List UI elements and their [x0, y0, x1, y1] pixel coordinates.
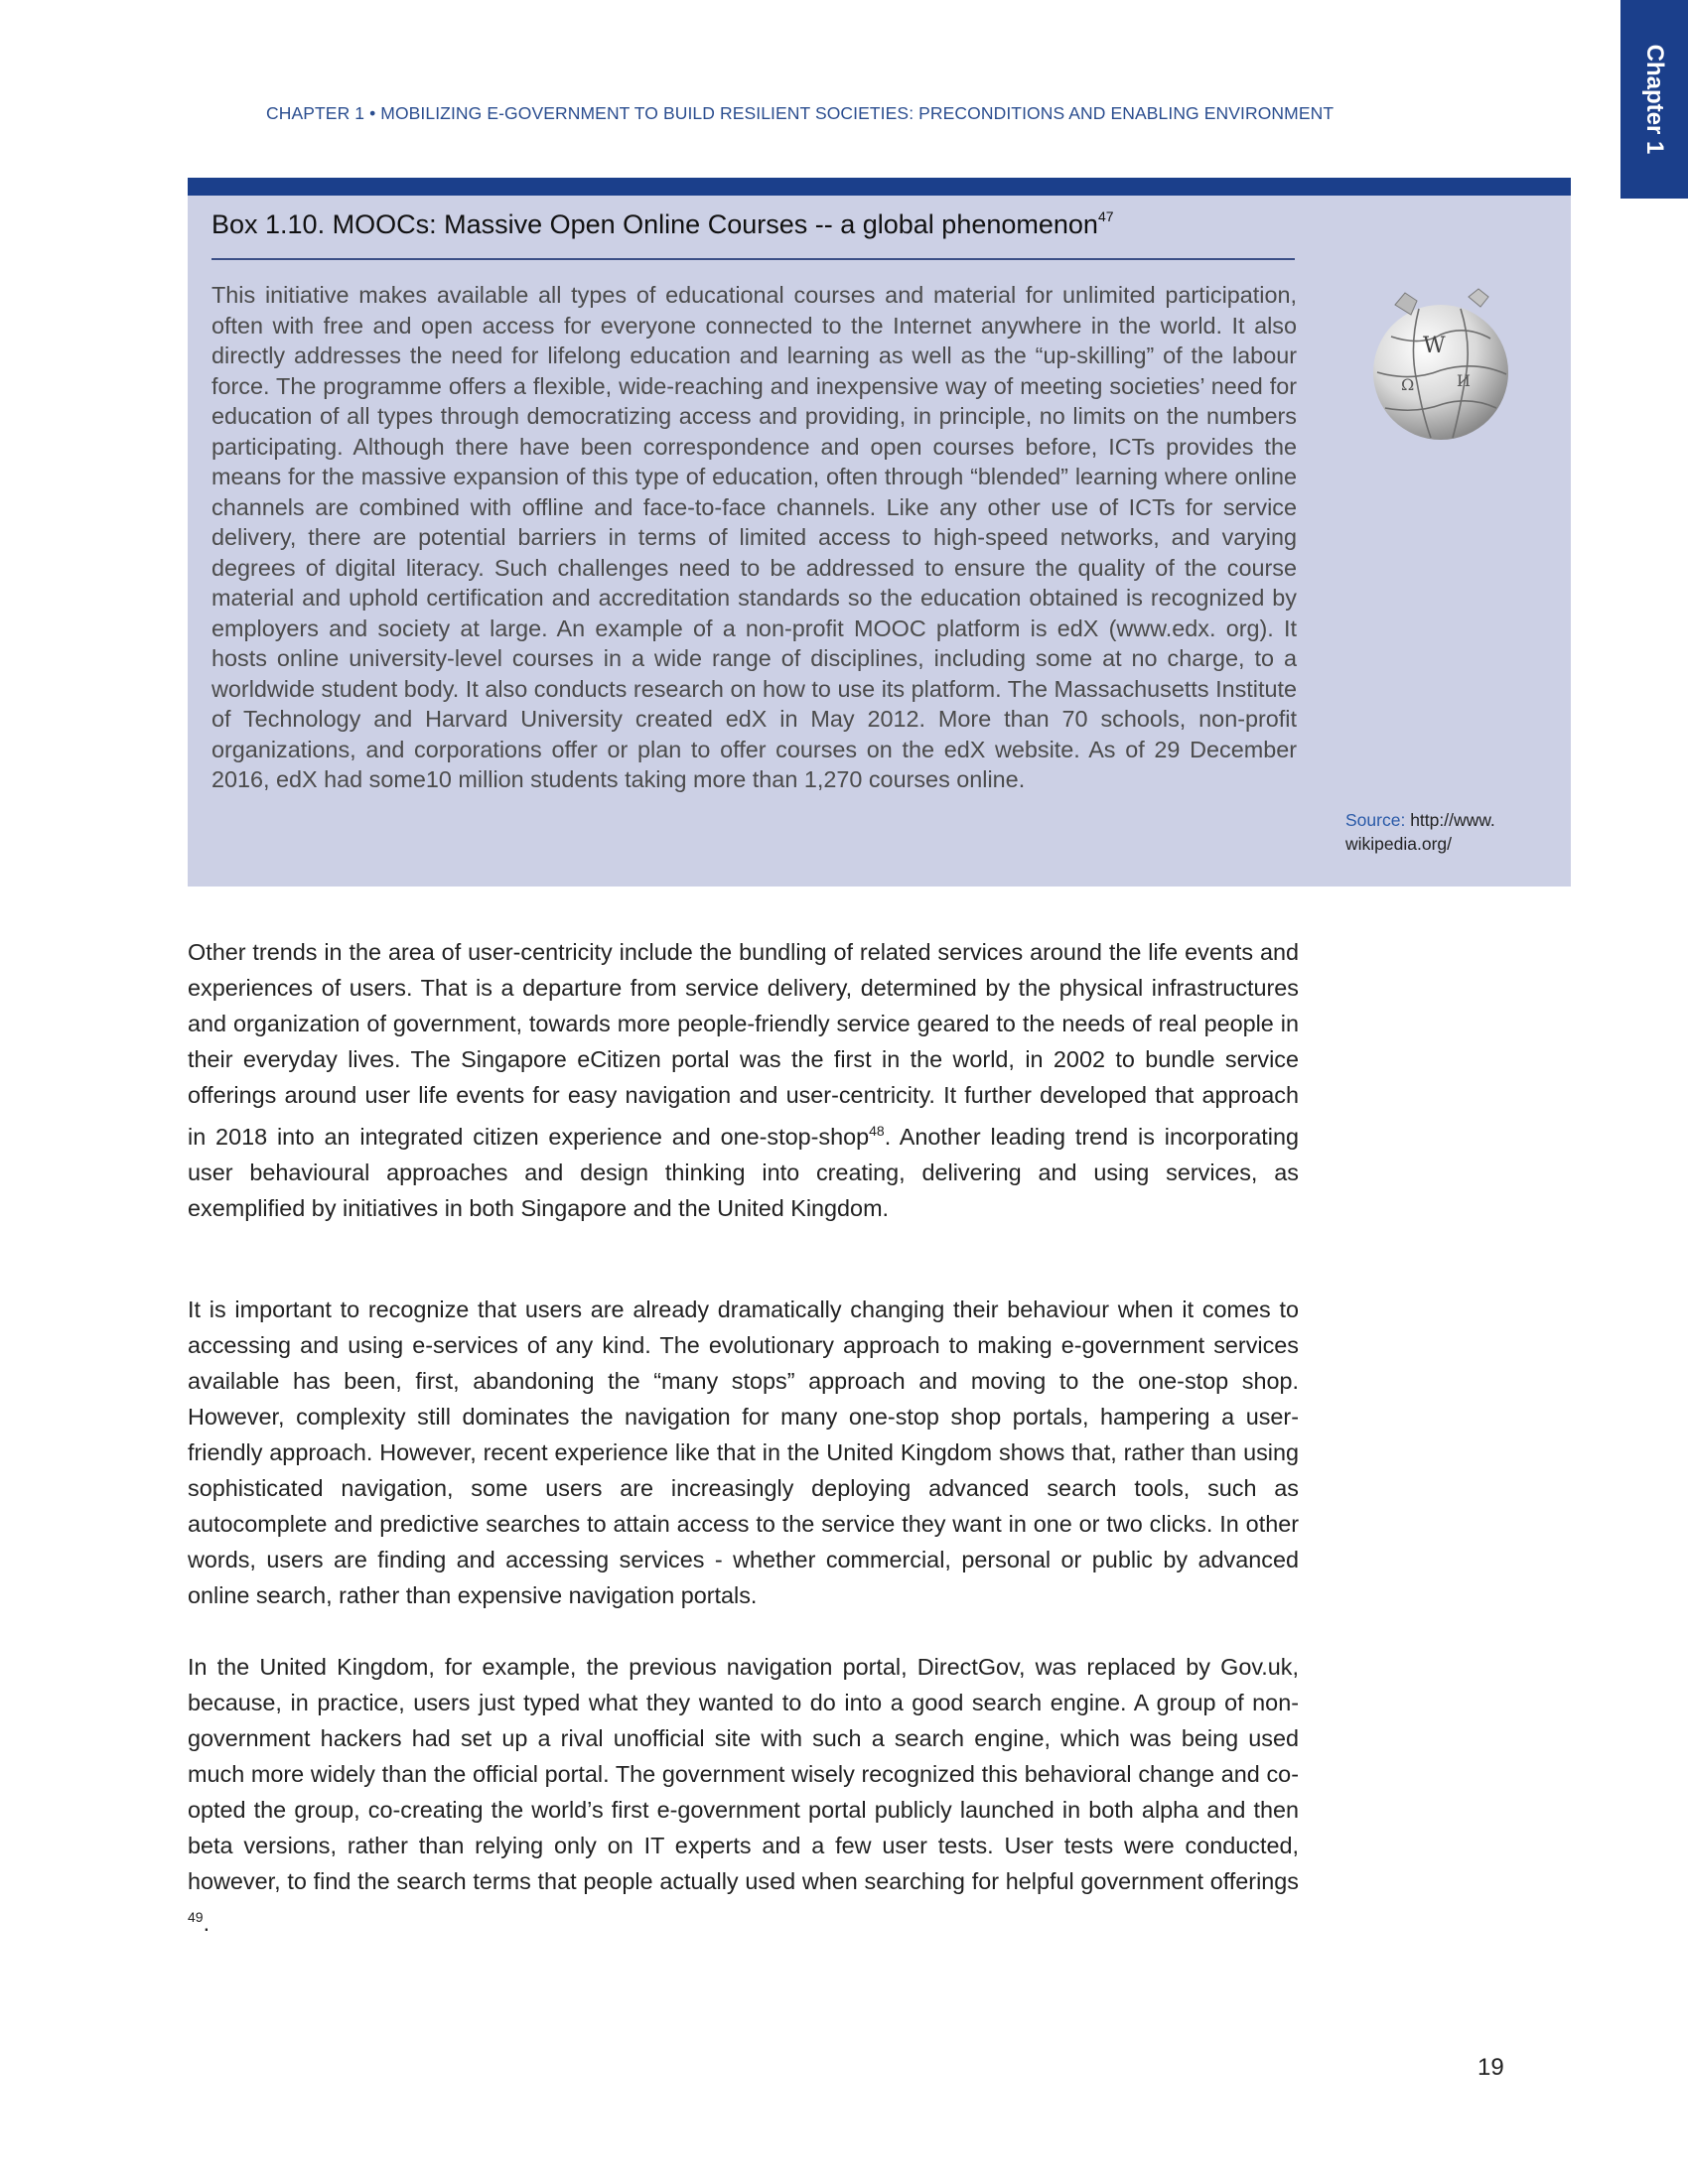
box-title	[211, 208, 1304, 240]
image-source	[1345, 808, 1544, 856]
source-url: http://www. wikipedia.org/	[1345, 810, 1495, 854]
svg-text:Ω: Ω	[1401, 375, 1415, 394]
box-top-bar	[188, 178, 1571, 196]
paragraph-3-text: In the United Kingdom, for example, the previous navigation portal, DirectGov, was replaced by Gov.uk, because, in practice, users just typed what they wanted to do into a good search engine. A group of non-government hackers had set up a rival unofficial site with such a search engine, which was being used much more widely than the official portal. The government wisely recognized this behavioral change and co-opted the group, co-creating the world’s first e-government portal publicly launched in both alpha and then beta versions, rather than relying only on IT experts and a few user tests. User tests were conducted, however, to find the search terms that people actually used when searching for helpful government offerings	[188, 1654, 1299, 1894]
paragraph-user-centricity	[188, 934, 1299, 1226]
source-label: Source:	[1345, 810, 1406, 830]
paragraph-3-text-end: .	[203, 1910, 211, 1936]
box-mooc	[188, 178, 1571, 887]
svg-text:И: И	[1457, 371, 1471, 390]
chapter-tab	[1620, 0, 1688, 199]
page-number: 19	[1477, 2054, 1504, 2081]
box-title-rule	[211, 258, 1295, 260]
box-title-footnote: 47	[1097, 208, 1114, 224]
chapter-tab-label: Chapter 1	[1641, 44, 1668, 155]
paragraph-1-text: Other trends in the area of user-centricity include the bundling of related services around the life events and experiences of users. That is a departure from service delivery, determined by the physical infrastructures and organization of government, towards more people-friendly service geared to the needs of real people in their everyday lives. The Singapore eCitizen portal was the first in the world, in 2002 to bundle service offerings around user life events for easy navigation and user-centricity. It further developed that approach in 2018 into an integrated citizen experience and one-stop-shop	[188, 939, 1299, 1150]
box-title-text: Box 1.10. MOOCs: Massive Open Online Courses -- a global phenomenon	[211, 209, 1098, 239]
running-head: CHAPTER 1 • MOBILIZING E-GOVERNMENT TO BUILD RESILIENT SOCIETIES: PRECONDITIONS AND ENABLING ENVIRONMENT	[266, 103, 1335, 123]
paragraph-1-text-end: . Another leading trend is incorporating user behavioural approaches and design thinking into creating, delivering and using services, as exemplified by initiatives in both Singapore and the United Kingdom.	[188, 1124, 1299, 1221]
box-body-text: This initiative makes available all types of educational courses and material for unlimited participation, often with free and open access for everyone connected to the Internet anywhere in the world. It also directly addresses the need for lifelong education and learning as well as the “up-skilling” of the labour force. The programme offers a flexible, wide-reaching and inexpensive way of meeting societies’ need for education of all types through democratizing access and providing, in principle, no limits on the numbers participating. Although there have been correspondence and open courses before, ICTs provides the means for the massive expansion of this type of education, often through “blended” learning where online channels are combined with offline and face-to-face channels. Like any other use of ICTs for service delivery, there are potential barriers in terms of limited access to high-speed networks, and varying degrees of digital literacy. Such challenges need to be addressed to ensure the quality of the course material and uphold certification and accreditation standards so the education obtained is recognized by employers and society at large. An example of a non-profit MOOC platform is edX (www.edx. org). It hosts online university-level courses in a wide range of disciplines, including some at no charge, to a worldwide student body. It also conducts research on how to use its platform. The Massachusetts Institute of Technology and Harvard University created edX in May 2012. More than 70 schools, non-profit organizations, and corporations offer or plan to offer courses on the edX website. As of 29 December 2016, edX had some10 million students taking more than 1,270 courses online.	[211, 282, 1297, 792]
footnote-48: 48	[869, 1123, 885, 1139]
paragraph-uk-example	[188, 1649, 1299, 1941]
footnote-49: 49	[188, 1909, 204, 1925]
svg-text:W: W	[1423, 334, 1446, 358]
wikipedia-globe-icon	[1361, 287, 1520, 446]
paragraph-user-behaviour: It is important to recognize that users are already dramatically changing their behaviour when it comes to accessing and using e-services of any kind. The evolutionary approach to making e-government services available has been, first, abandoning the “many stops” approach and moving to the one-stop shop. However, complexity still dominates the navigation for many one-stop shop portals, hampering a user-friendly approach. However, recent experience like that in the United Kingdom shows that, rather than using sophisticated navigation, some users are increasingly deploying advanced search tools, such as autocomplete and predictive searches to attain access to the service they want in one or two clicks. In other words, users are finding and accessing services - whether commercial, personal or public by advanced online search, rather than expensive navigation portals.	[188, 1297, 1299, 1608]
